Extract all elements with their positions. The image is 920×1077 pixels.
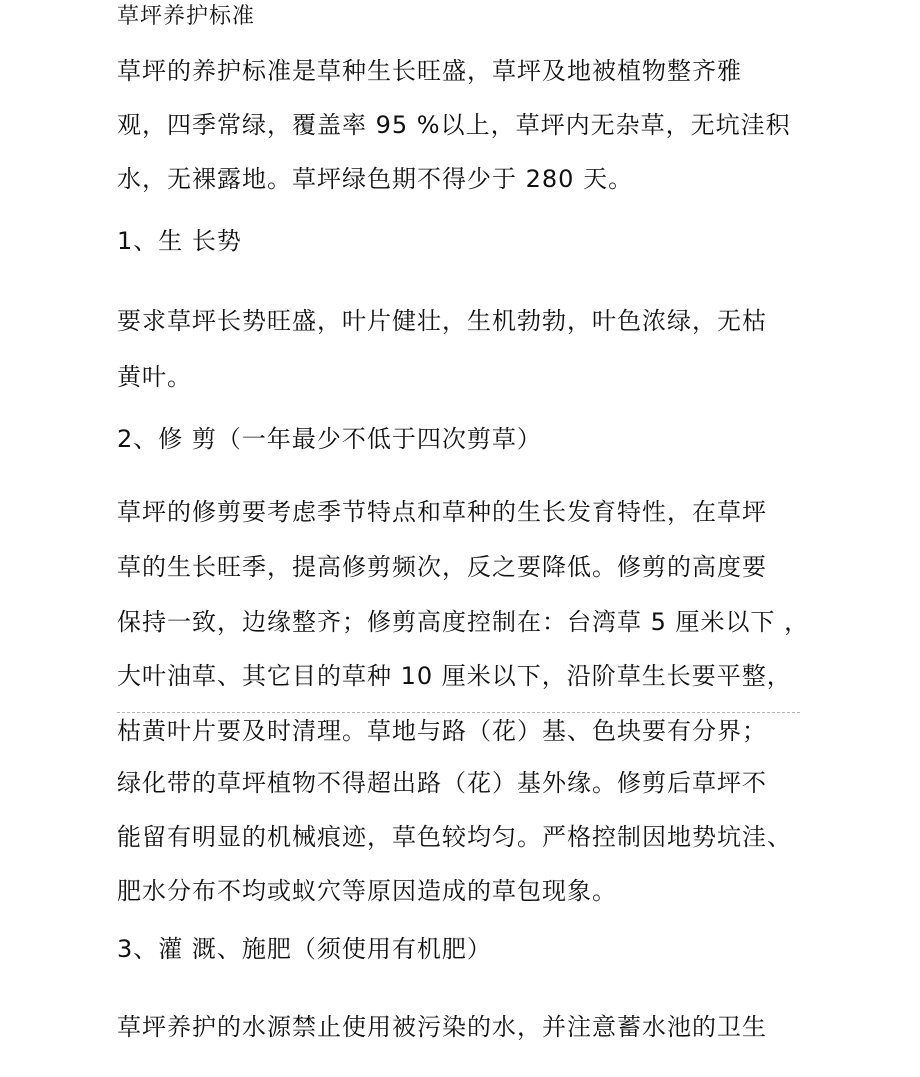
section-2-line-2: 草的生长旺季，提高修剪频次，反之要降低。修剪的高度要 bbox=[117, 553, 767, 581]
section-2-line-5: 枯黄叶片要及时清理。草地与路（花）基、色块要有分界； bbox=[117, 717, 767, 745]
page-break-divider bbox=[117, 712, 800, 713]
intro-line-3: 水，无裸露地。草坪绿色期不得少于 280 天。 bbox=[117, 165, 634, 193]
section-2-line-6: 绿化带的草坪植物不得超出路（花）基外缘。修剪后草坪不 bbox=[117, 769, 767, 797]
section-3-line-1: 草坪养护的水源禁止使用被污染的水，并注意蓄水池的卫生 bbox=[117, 1013, 767, 1041]
section-2-heading: 2、修 剪（一年最少不低于四次剪草） bbox=[117, 425, 542, 453]
document-title: 草坪养护标准 bbox=[117, 4, 256, 29]
section-2-line-3: 保持一致，边缘整齐；修剪高度控制在：台湾草 5 厘米以下 ， bbox=[117, 608, 810, 636]
section-2-line-8: 肥水分布不均或蚁穴等原因造成的草包现象。 bbox=[117, 877, 617, 905]
section-2-line-7: 能留有明显的机械痕迹，草色较均匀。严格控制因地势坑洼、 bbox=[117, 823, 792, 851]
section-1-line-1: 要求草坪长势旺盛，叶片健壮，生机勃勃，叶色浓绿，无枯 bbox=[117, 307, 767, 335]
intro-line-2: 观，四季常绿，覆盖率 95 %以上，草坪内无杂草，无坑洼积 bbox=[117, 111, 791, 139]
section-2-line-1: 草坪的修剪要考虑季节特点和草种的生长发育特性，在草坪 bbox=[117, 498, 767, 526]
section-1-heading: 1、生 长势 bbox=[117, 227, 242, 255]
section-1-line-2: 黄叶。 bbox=[117, 363, 192, 391]
section-2-line-4: 大叶油草、其它目的草种 10 厘米以下，沿阶草生长要平整， bbox=[117, 662, 792, 690]
section-3-heading: 3、灌 溉、施肥（须使用有机肥） bbox=[117, 935, 492, 963]
intro-line-1: 草坪的养护标准是草种生长旺盛，草坪及地被植物整齐雅 bbox=[117, 57, 742, 85]
